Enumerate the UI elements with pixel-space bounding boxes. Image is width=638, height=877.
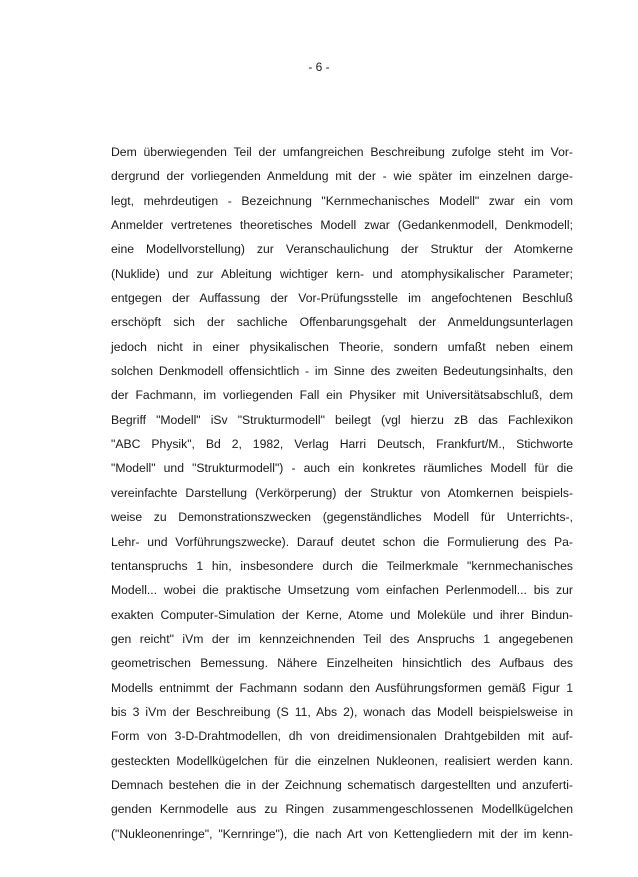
text-line: exakten Computer-Simulation der Kerne, Atome und Moleküle und ihrer Bindun- bbox=[111, 607, 573, 622]
text-line: (Nuklide) und zur Ableitung wichtiger kern- und atomphysikalischer Parameter; bbox=[111, 266, 573, 281]
text-line: gesteckten Modellkügelchen für die einzelnen Nukleonen, realisiert werden kann. bbox=[111, 753, 573, 768]
text-line: entgegen der Auffassung der Vor-Prüfungsstelle im angefochtenen Beschluß bbox=[111, 291, 573, 306]
text-line: Demnach bestehen die in der Zeichnung schematisch dargestellten und anzuferti- bbox=[111, 777, 573, 792]
text-line: dergrund der vorliegenden Anmeldung mit der - wie später im einzelnen darge- bbox=[111, 169, 573, 184]
text-line: der Fachmann, im vorliegenden Fall ein Physiker mit Universitätsabschluß, dem bbox=[111, 388, 573, 403]
text-line: gen reicht" iVm der im kennzeichnenden Teil des Anspruchs 1 angegebenen bbox=[111, 631, 573, 646]
text-line: jedoch nicht in einer physikalischen Theorie, sondern umfaßt neben einem bbox=[111, 339, 573, 354]
text-line: Dem überwiegenden Teil der umfangreichen Beschreibung zufolge steht im Vor- bbox=[111, 145, 573, 159]
text-line: Begriff "Modell" iSv "Strukturmodell" beilegt (vgl hierzu zB das Fachlexikon bbox=[111, 412, 573, 427]
text-line: eine Modellvorstellung) zur Veranschaulichung der Struktur der Atomkerne bbox=[111, 242, 573, 257]
text-line: geometrischen Bemessung. Nähere Einzelheiten hinsichtlich des Aufbaus des bbox=[111, 656, 573, 671]
text-line: bis 3 iVm der Beschreibung (S 11, Abs 2), wonach das Modell beispielsweise in bbox=[111, 704, 573, 719]
text-line: erschöpft sich der sachliche Offenbarungsgehalt der Anmeldungsunterlagen bbox=[111, 315, 573, 330]
text-line: Modells entnimmt der Fachmann sodann den Ausführungsformen gemäß Figur 1 bbox=[111, 680, 573, 695]
text-line: "ABC Physik", Bd 2, 1982, Verlag Harri Deutsch, Frankfurt/M., Stichworte bbox=[111, 437, 573, 452]
body-paragraph bbox=[111, 140, 573, 846]
text-line: "Modell" und "Strukturmodell") - auch ein konkretes räumliches Modell für die bbox=[111, 461, 573, 476]
text-line: Modell... wobei die praktische Umsetzung vom einfachen Perlenmodell... bis zur bbox=[111, 583, 573, 598]
text-line: weise zu Demonstrationszwecken (gegenständliches Modell für Unterrichts-, bbox=[111, 510, 573, 525]
text-line: legt, mehrdeutigen - Bezeichnung "Kernmechanisches Modell" zwar ein vom bbox=[111, 193, 573, 208]
page-number: - 6 - bbox=[308, 60, 330, 74]
text-line: Anmelder vertretenes theoretisches Modell zwar (Gedankenmodell, Denkmodell; bbox=[111, 218, 573, 233]
text-line: vereinfachte Darstellung (Verkörperung) der Struktur von Atomkernen beispiels- bbox=[111, 485, 573, 500]
text-line: Lehr- und Vorführungszwecke). Darauf deutet schon die Formulierung des Pa- bbox=[111, 534, 573, 549]
text-line: genden Kernmodelle aus zu Ringen zusammengeschlossenen Modellkügelchen bbox=[111, 802, 573, 817]
text-line: solchen Denkmodell offensichtlich - im Sinne des zweiten Bedeutungsinhalts, den bbox=[111, 364, 573, 379]
text-line: tentanspruchs 1 hin, insbesondere durch die Teilmerkmale "kernmechanisches bbox=[111, 558, 573, 573]
text-line: Form von 3-D-Drahtmodellen, dh von dreidimensionalen Drahtgebilden mit auf- bbox=[111, 729, 573, 744]
text-line: ("Nukleonenringe", "Kernringe"), die nach Art von Kettengliedern mit der im kenn- bbox=[111, 826, 573, 841]
